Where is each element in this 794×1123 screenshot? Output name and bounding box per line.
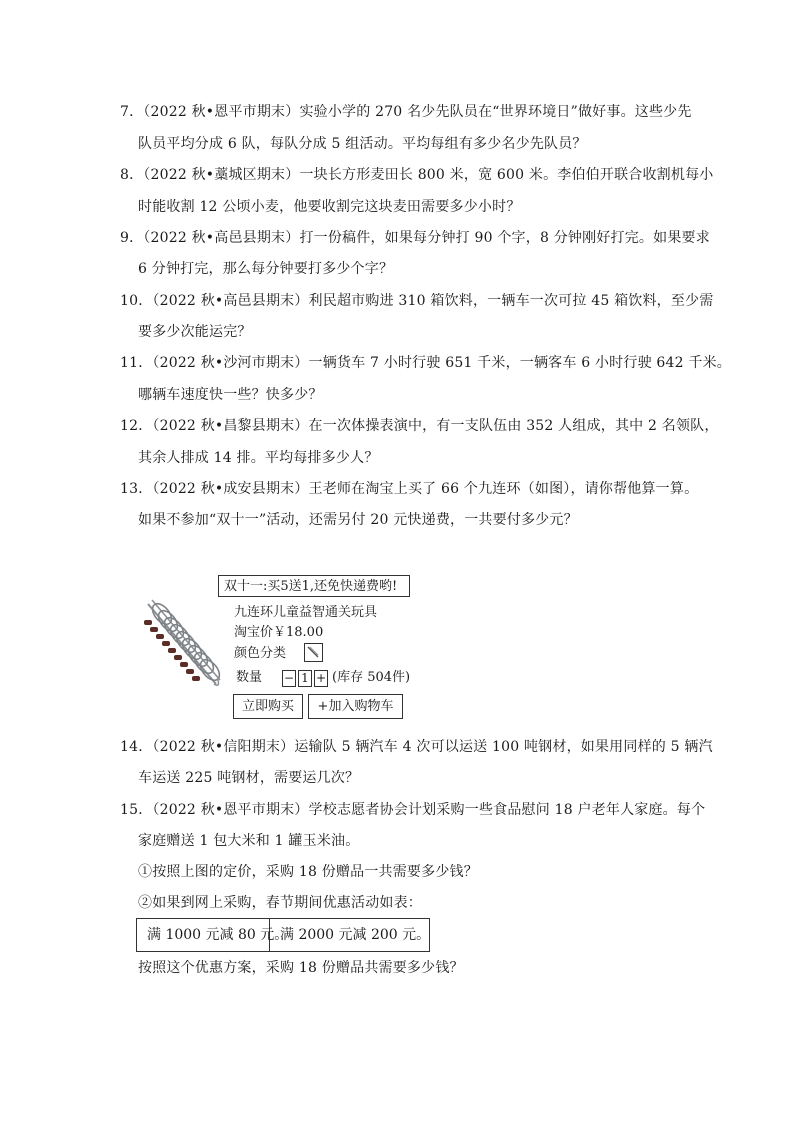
question-13-line-1: 13．（2022 秋•成安县期末）王老师在淘宝上买了 66 个九连环（如图），请你帮他算一算。 [120, 481, 699, 497]
quantity-minus-button[interactable]: − [283, 671, 295, 685]
nine-linked-rings-toy-icon [136, 592, 224, 692]
quantity-label: 数量 [236, 670, 263, 685]
discount-table [136, 918, 430, 952]
question-7-line-1: 7．（2022 秋•恩平市期末）实验小学的 270 名少先队员在“世界环境日”做好事。这些少先 [120, 104, 692, 120]
question-14-line-2: 车运送 225 吨钢材，需要运几次？ [138, 770, 360, 786]
question-9-line-2: 6 分钟打完，那么每分钟要打多少个字？ [138, 261, 394, 277]
question-15-line-1: 15．（2022 秋•恩平市期末）学校志愿者协会计划采购一些食品慰问 18 户老年人家庭。每个 [120, 802, 706, 818]
question-9-line-1: 9．（2022 秋•高邑县期末）打一份稿件，如果每分钟打 90 个字，8 分钟刚好打完。如果要求 [120, 230, 710, 246]
question-12-line-1: 12．（2022 秋•昌黎县期末）在一次体操表演中，有一支队伍由 352 人组成，其中 2 名领队， [120, 418, 719, 434]
question-8-line-2: 时能收割 12 公顷小麦，他要收割完这块麦田需要多少小时？ [138, 199, 521, 215]
color-option-swatch[interactable] [304, 643, 323, 662]
question-15-final: 按照这个优惠方案，采购 18 份赠品共需要多少钱？ [138, 960, 464, 976]
add-to-cart-button[interactable]: +加入购物车 [308, 694, 403, 719]
question-13-line-2: 如果不参加“双十一”活动，还需另付 20 元快递费，一共要付多少元？ [138, 512, 578, 528]
question-8-line-1: 8．（2022 秋•藁城区期末）一块长方形麦田长 800 米，宽 600 米。李伯伯开联合收割机每小 [120, 167, 714, 183]
question-12-line-2: 其余人排成 14 排。平均每排多少人？ [138, 450, 379, 466]
question-11-line-2: 哪辆车速度快一些？快多少？ [138, 387, 323, 403]
question-7-line-2: 队员平均分成 6 队，每队分成 5 组活动。平均每组有多少名少先队员？ [138, 136, 587, 152]
question-15-part-2: ②如果到网上采购，春节期间优惠活动如表： [138, 895, 422, 911]
discount-offer-2: 满 2000 元减 200 元。 [270, 918, 430, 952]
discount-offer-1: 满 1000 元减 80 元。 [136, 918, 270, 952]
quantity-plus-button[interactable]: + [315, 671, 327, 685]
promo-banner: 双十一:买5送1,还免快递费哟! [218, 575, 410, 597]
question-10-line-1: 10．（2022 秋•高邑县期末）利民超市购进 310 箱饮料，一辆车一次可拉 45 箱饮料，至少需 [120, 293, 714, 309]
question-10-line-2: 要多少次能运完？ [138, 324, 252, 340]
product-name: 九连环儿童益智通关玩具 [234, 605, 378, 620]
question-11-line-1: 11．（2022 秋•沙河市期末）一辆货车 7 小时行驶 651 千米，一辆客车 6 小时行驶 642 千米。 [120, 355, 732, 371]
question-15-part-1: ①按照上图的定价，采购 18 份赠品一共需要多少钱？ [138, 864, 478, 880]
stock-info: (库存 504件) [332, 670, 411, 685]
product-price: 淘宝价￥18.00 [234, 625, 324, 640]
rings-thumbnail-icon [307, 646, 319, 658]
question-15-line-2: 家庭赠送 1 包大米和 1 罐玉米油。 [138, 833, 360, 849]
quantity-value[interactable]: 1 [298, 670, 312, 687]
color-label: 颜色分类 [234, 646, 287, 661]
question-14-line-1: 14．（2022 秋•信阳期末）运输队 5 辆汽车 4 次可以运送 100 吨钢材，如果用同样的 5 辆汽 [120, 739, 713, 755]
product-card [136, 570, 426, 722]
buy-now-button[interactable]: 立即购买 [233, 694, 303, 719]
